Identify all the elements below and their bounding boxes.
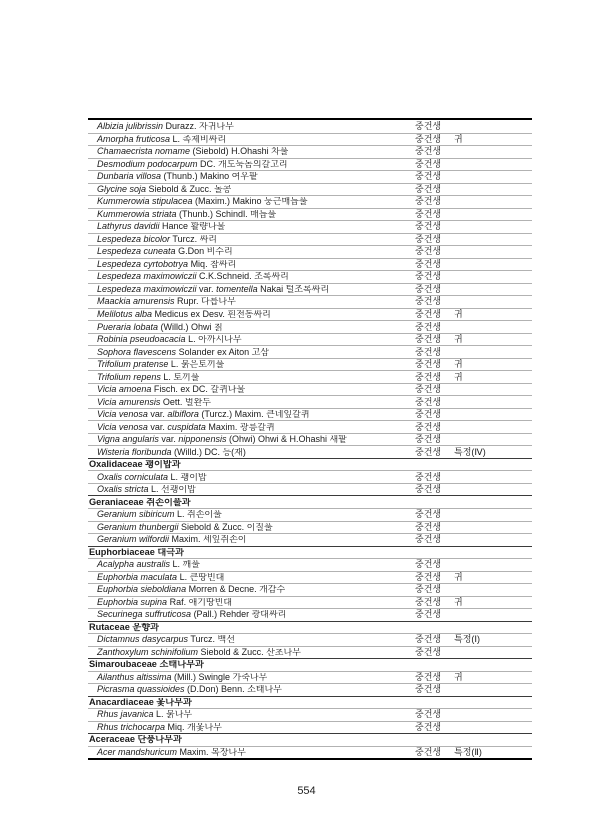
species-name: Vicia venosa var. albiflora (Turcz.) Maxim. 큰네잎갈퀴: [97, 410, 310, 420]
moisture-cell: 중건생: [415, 434, 442, 445]
moisture-cell: 중건생: [415, 334, 442, 345]
species-row: [88, 508, 532, 521]
species-name: Dictamnus dasycarpus Turcz. 백선: [97, 635, 235, 645]
species-row: [88, 521, 532, 534]
species-name: Amorpha fruticosa L. 족제비싸리: [97, 134, 227, 144]
species-name: Trifolium pratense L. 붉은토끼풀: [97, 360, 225, 370]
moisture-cell: 중건생: [415, 421, 442, 432]
moisture-cell: 중건생: [415, 646, 442, 657]
species-row: [88, 358, 532, 371]
species-name: Rhus trichocarpa Miq. 개옻나무: [97, 723, 222, 732]
moisture-cell: 중건생: [415, 471, 442, 482]
moisture-cell: 중건생: [415, 246, 442, 257]
species-row: [88, 295, 532, 308]
moisture-cell: 중건생: [415, 321, 442, 332]
species-row: [88, 470, 532, 483]
family-name: Geraniaceae 쥐손이풀과: [89, 497, 191, 507]
species-row: [88, 420, 532, 433]
species-name: Glycine soja Siebold & Zucc. 돌콩: [97, 184, 232, 194]
moisture-cell: 중건생: [415, 609, 442, 620]
family-name: Aceraceae 단풍나무과: [89, 735, 182, 745]
moisture-cell: 중건생: [415, 196, 442, 207]
family-header-row: [88, 658, 532, 671]
species-row: [88, 220, 532, 233]
species-name: Geranium sibiricum L. 쥐손이풀: [97, 510, 222, 520]
note-cell: 귀: [454, 359, 463, 370]
species-row: [88, 145, 532, 158]
family-header-row: [88, 696, 532, 709]
species-name: Dunbaria villosa (Thunb.) Makino 여우팥: [97, 172, 258, 182]
species-row: [88, 208, 532, 221]
species-row: [88, 245, 532, 258]
species-name: Ailanthus altissima (Mill.) Swingle 가죽나무: [97, 672, 268, 682]
species-name: Acer mandshuricum Maxim. 복장나무: [97, 748, 246, 758]
species-row: [88, 583, 532, 596]
species-row: [88, 608, 532, 621]
family-name: Euphorbiaceae 대극과: [89, 547, 185, 557]
species-row: [88, 633, 532, 646]
species-row: [88, 483, 532, 496]
species-row: [88, 158, 532, 171]
species-row: [88, 270, 532, 283]
species-name: Oxalis corniculata L. 괭이밥: [97, 472, 207, 482]
family-header-row: [88, 733, 532, 746]
species-name: Lespedeza maximowiczii var. tomentella Nakai 털조록싸리: [97, 284, 330, 294]
note-cell: 귀: [454, 571, 463, 582]
moisture-cell: 중건생: [415, 509, 442, 520]
species-row: [88, 408, 532, 421]
moisture-cell: 중건생: [415, 596, 442, 607]
moisture-cell: 중건생: [415, 534, 442, 545]
moisture-cell: 중건생: [415, 684, 442, 695]
species-name: Vicia venosa var. cuspidata Maxim. 광릉갈퀴: [97, 422, 275, 432]
flora-table: [88, 118, 532, 760]
moisture-cell: 중건생: [415, 409, 442, 420]
moisture-cell: 중건생: [415, 158, 442, 169]
moisture-cell: 중건생: [415, 384, 442, 395]
species-row: [88, 721, 532, 734]
species-name: Securinega suffruticosa (Pall.) Rehder 광대싸리: [97, 610, 287, 620]
species-name: Vicia amurensis Oett. 벌완두: [97, 397, 211, 407]
note-cell: 귀: [454, 308, 463, 319]
species-row: [88, 283, 532, 296]
moisture-cell: 중건생: [415, 484, 442, 495]
species-row: [88, 183, 532, 196]
species-name: Trifolium repens L. 토끼풀: [97, 372, 200, 382]
moisture-cell: 중건생: [415, 271, 442, 282]
species-row: [88, 370, 532, 383]
moisture-cell: 중건생: [415, 446, 442, 457]
moisture-cell: 중건생: [415, 296, 442, 307]
species-row: [88, 683, 532, 696]
species-name: Maackia amurensis Rupr. 다릅나무: [97, 297, 236, 307]
moisture-cell: 중건생: [415, 671, 442, 682]
species-name: Albizia julibrissin Durazz. 자귀나무: [97, 121, 234, 131]
moisture-cell: 중건생: [415, 120, 442, 131]
species-row: [88, 646, 532, 659]
species-row: [88, 395, 532, 408]
moisture-cell: 중건생: [415, 221, 442, 232]
species-name: Vigna angularis var. nipponensis (Ohwi) Ohwi & H.Ohashi 새팥: [97, 435, 347, 445]
moisture-cell: 중건생: [415, 308, 442, 319]
species-row: [88, 345, 532, 358]
species-row: [88, 170, 532, 183]
species-row: [88, 333, 532, 346]
species-name: Picrasma quassioides (D.Don) Benn. 소태나무: [97, 685, 282, 695]
species-name: Lathyrus davidii Hance 활량나물: [97, 222, 226, 232]
species-name: Lespedeza cuneata G.Don 비수리: [97, 247, 233, 257]
species-name: Melilotus alba Medicus ex Desv. 흰전동싸리: [97, 309, 271, 319]
moisture-cell: 중건생: [415, 571, 442, 582]
note-cell: 귀: [454, 596, 463, 607]
moisture-cell: 중건생: [415, 371, 442, 382]
moisture-cell: 중건생: [415, 634, 442, 645]
moisture-cell: 중건생: [415, 233, 442, 244]
species-row: [88, 258, 532, 271]
species-name: Geranium thunbergii Siebold & Zucc. 이질풀: [97, 522, 273, 532]
species-row: [88, 746, 532, 759]
species-row: [88, 671, 532, 684]
species-name: Euphorbia supina Raf. 애기땅빈대: [97, 597, 233, 607]
note-cell: 귀: [454, 371, 463, 382]
species-name: Wisteria floribunda (Willd.) DC. 등(재): [97, 447, 246, 457]
moisture-cell: 중건생: [415, 722, 442, 732]
moisture-cell: 중건생: [415, 171, 442, 182]
family-header-row: [88, 621, 532, 634]
species-row: [88, 133, 532, 146]
species-name: Pueraria lobata (Willd.) Ohwi 칡: [97, 322, 223, 332]
moisture-cell: 중건생: [415, 283, 442, 294]
family-header-row: [88, 458, 532, 471]
species-name: Sophora flavescens Solander ex Aiton 고삼: [97, 347, 270, 357]
moisture-cell: 중건생: [415, 258, 442, 269]
species-row: [88, 445, 532, 458]
moisture-cell: 중건생: [415, 709, 442, 720]
moisture-cell: 중건생: [415, 396, 442, 407]
family-header-row: [88, 495, 532, 508]
species-row: [88, 708, 532, 721]
species-row: [88, 383, 532, 396]
species-name: Kummerowia stipulacea (Maxim.) Makino 둥근매듭풀: [97, 197, 308, 207]
species-row: [88, 558, 532, 571]
note-cell: 특정(Ⅱ): [454, 747, 482, 758]
moisture-cell: 중건생: [415, 208, 442, 219]
species-name: Euphorbia sieboldiana Morren & Decne. 개감수: [97, 585, 286, 595]
species-row: [88, 320, 532, 333]
note-cell: 귀: [454, 334, 463, 345]
species-name: Desmodium podocarpum DC. 개도둑놈의갈고리: [97, 159, 288, 169]
species-name: Acalypha australis L. 깨풀: [97, 560, 200, 570]
species-row: [88, 571, 532, 584]
species-row: [88, 433, 532, 446]
moisture-cell: 중건생: [415, 521, 442, 532]
species-row: [88, 195, 532, 208]
species-row: [88, 596, 532, 609]
species-name: Robinia pseudoacacia L. 아까시나무: [97, 335, 242, 345]
species-name: Lespedeza cyrtobotrya Miq. 참싸리: [97, 259, 237, 269]
moisture-cell: 중건생: [415, 146, 442, 157]
page-number: 554: [297, 785, 316, 797]
species-name: Kummerowia striata (Thunb.) Schindl. 매듭풀: [97, 209, 277, 219]
species-row: [88, 120, 532, 133]
species-name: Euphorbia maculata L. 큰땅빈대: [97, 572, 225, 582]
note-cell: 특정(Ⅳ): [454, 446, 486, 457]
species-name: Zanthoxylum schinifolium Siebold & Zucc. 산초나무: [97, 647, 301, 657]
species-name: Lespedeza maximowiczii C.K.Schneid. 조록싸리: [97, 272, 289, 282]
family-name: Rutaceae 운향과: [89, 622, 160, 632]
note-cell: 귀: [454, 133, 463, 144]
family-name: Anacardiaceae 옻나무과: [89, 697, 192, 707]
moisture-cell: 중건생: [415, 346, 442, 357]
moisture-cell: 중건생: [415, 584, 442, 595]
moisture-cell: 중건생: [415, 133, 442, 144]
moisture-cell: 중건생: [415, 359, 442, 370]
species-name: Lespedeza bicolor Turcz. 싸리: [97, 234, 217, 244]
species-name: Rhus javanica L. 붉나무: [97, 710, 193, 720]
note-cell: 귀: [454, 671, 463, 682]
species-row: [88, 533, 532, 546]
species-name: Vicia amoena Fisch. ex DC. 갈퀴나물: [97, 385, 246, 395]
family-name: Oxalidaceae 괭이밥과: [89, 460, 181, 470]
moisture-cell: 중건생: [415, 183, 442, 194]
species-name: Chamaecrista nomame (Siebold) H.Ohashi 차풀: [97, 147, 289, 157]
note-cell: 특정(Ⅰ): [454, 634, 481, 645]
moisture-cell: 중건생: [415, 559, 442, 570]
species-row: [88, 233, 532, 246]
family-header-row: [88, 546, 532, 559]
species-name: Oxalis stricta L. 선괭이밥: [97, 485, 196, 495]
species-name: Geranium wilfordii Maxim. 세잎쥐손이: [97, 535, 247, 545]
species-row: [88, 308, 532, 321]
moisture-cell: 중건생: [415, 747, 442, 758]
family-name: Simaroubaceae 소태나무과: [89, 660, 204, 670]
